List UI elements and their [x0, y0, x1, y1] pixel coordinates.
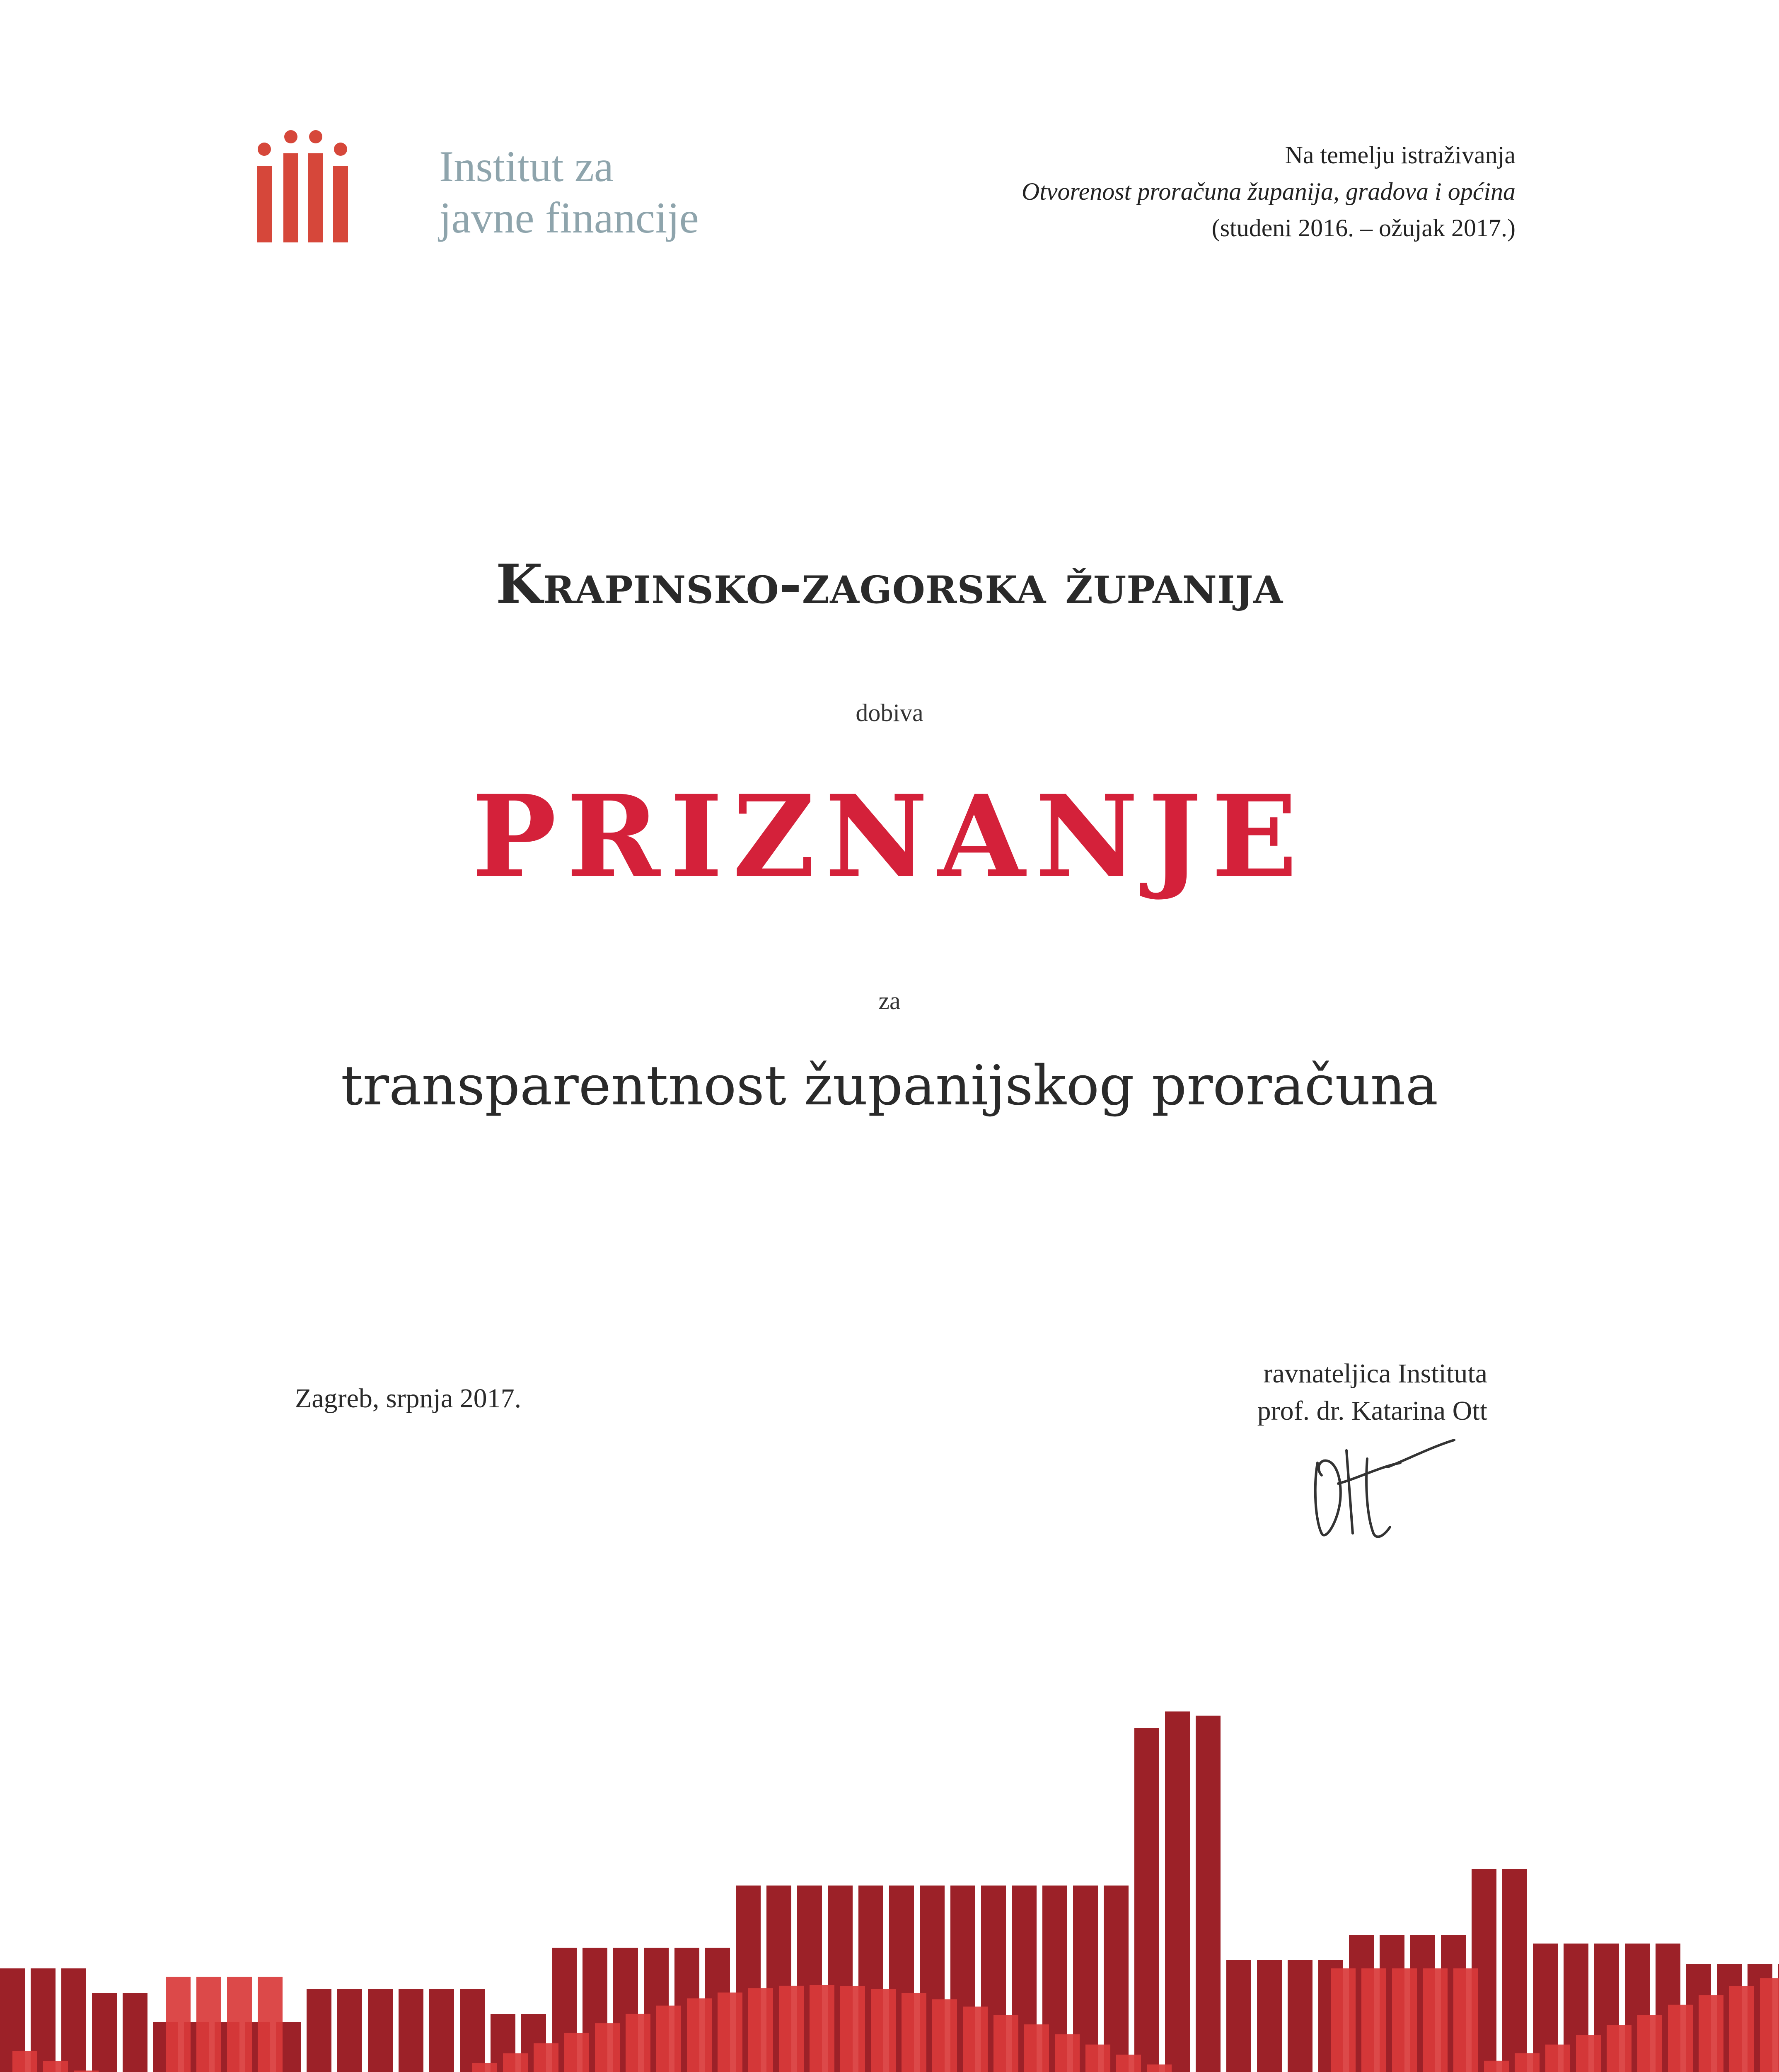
research-note-period: (studeni 2016. – ožujak 2017.) [1211, 214, 1516, 242]
award-reason: transparentnost županijskog proračuna [341, 1054, 1438, 1118]
research-note-title: Otvorenost proračuna županija, gradova i općina [1021, 178, 1516, 205]
institute-bars-icon [253, 124, 352, 242]
connector-dobiva: dobiva [856, 699, 923, 726]
signatory-title: ravnateljica Instituta [1263, 1358, 1487, 1389]
institute-name [439, 141, 699, 244]
connector-za: za [878, 987, 901, 1014]
research-note [894, 137, 1516, 246]
place-and-date: Zagreb, srpnja 2017. [295, 1383, 522, 1414]
award-title: PRIZNANJE [471, 771, 1308, 903]
red-bar-skyline-icon [0, 1678, 1779, 2072]
institute-name-line2: javne financije [439, 194, 699, 242]
handwritten-signature-icon [1305, 1438, 1462, 1554]
research-note-line1: Na temelju istraživanja [1285, 141, 1516, 169]
signatory [1160, 1355, 1487, 1430]
institute-logo [253, 124, 791, 249]
institute-name-line1: Institut za [439, 142, 614, 191]
recipient-name: Krapinsko-zagorska županija [496, 552, 1283, 616]
signatory-name: prof. dr. Katarina Ott [1257, 1396, 1487, 1426]
